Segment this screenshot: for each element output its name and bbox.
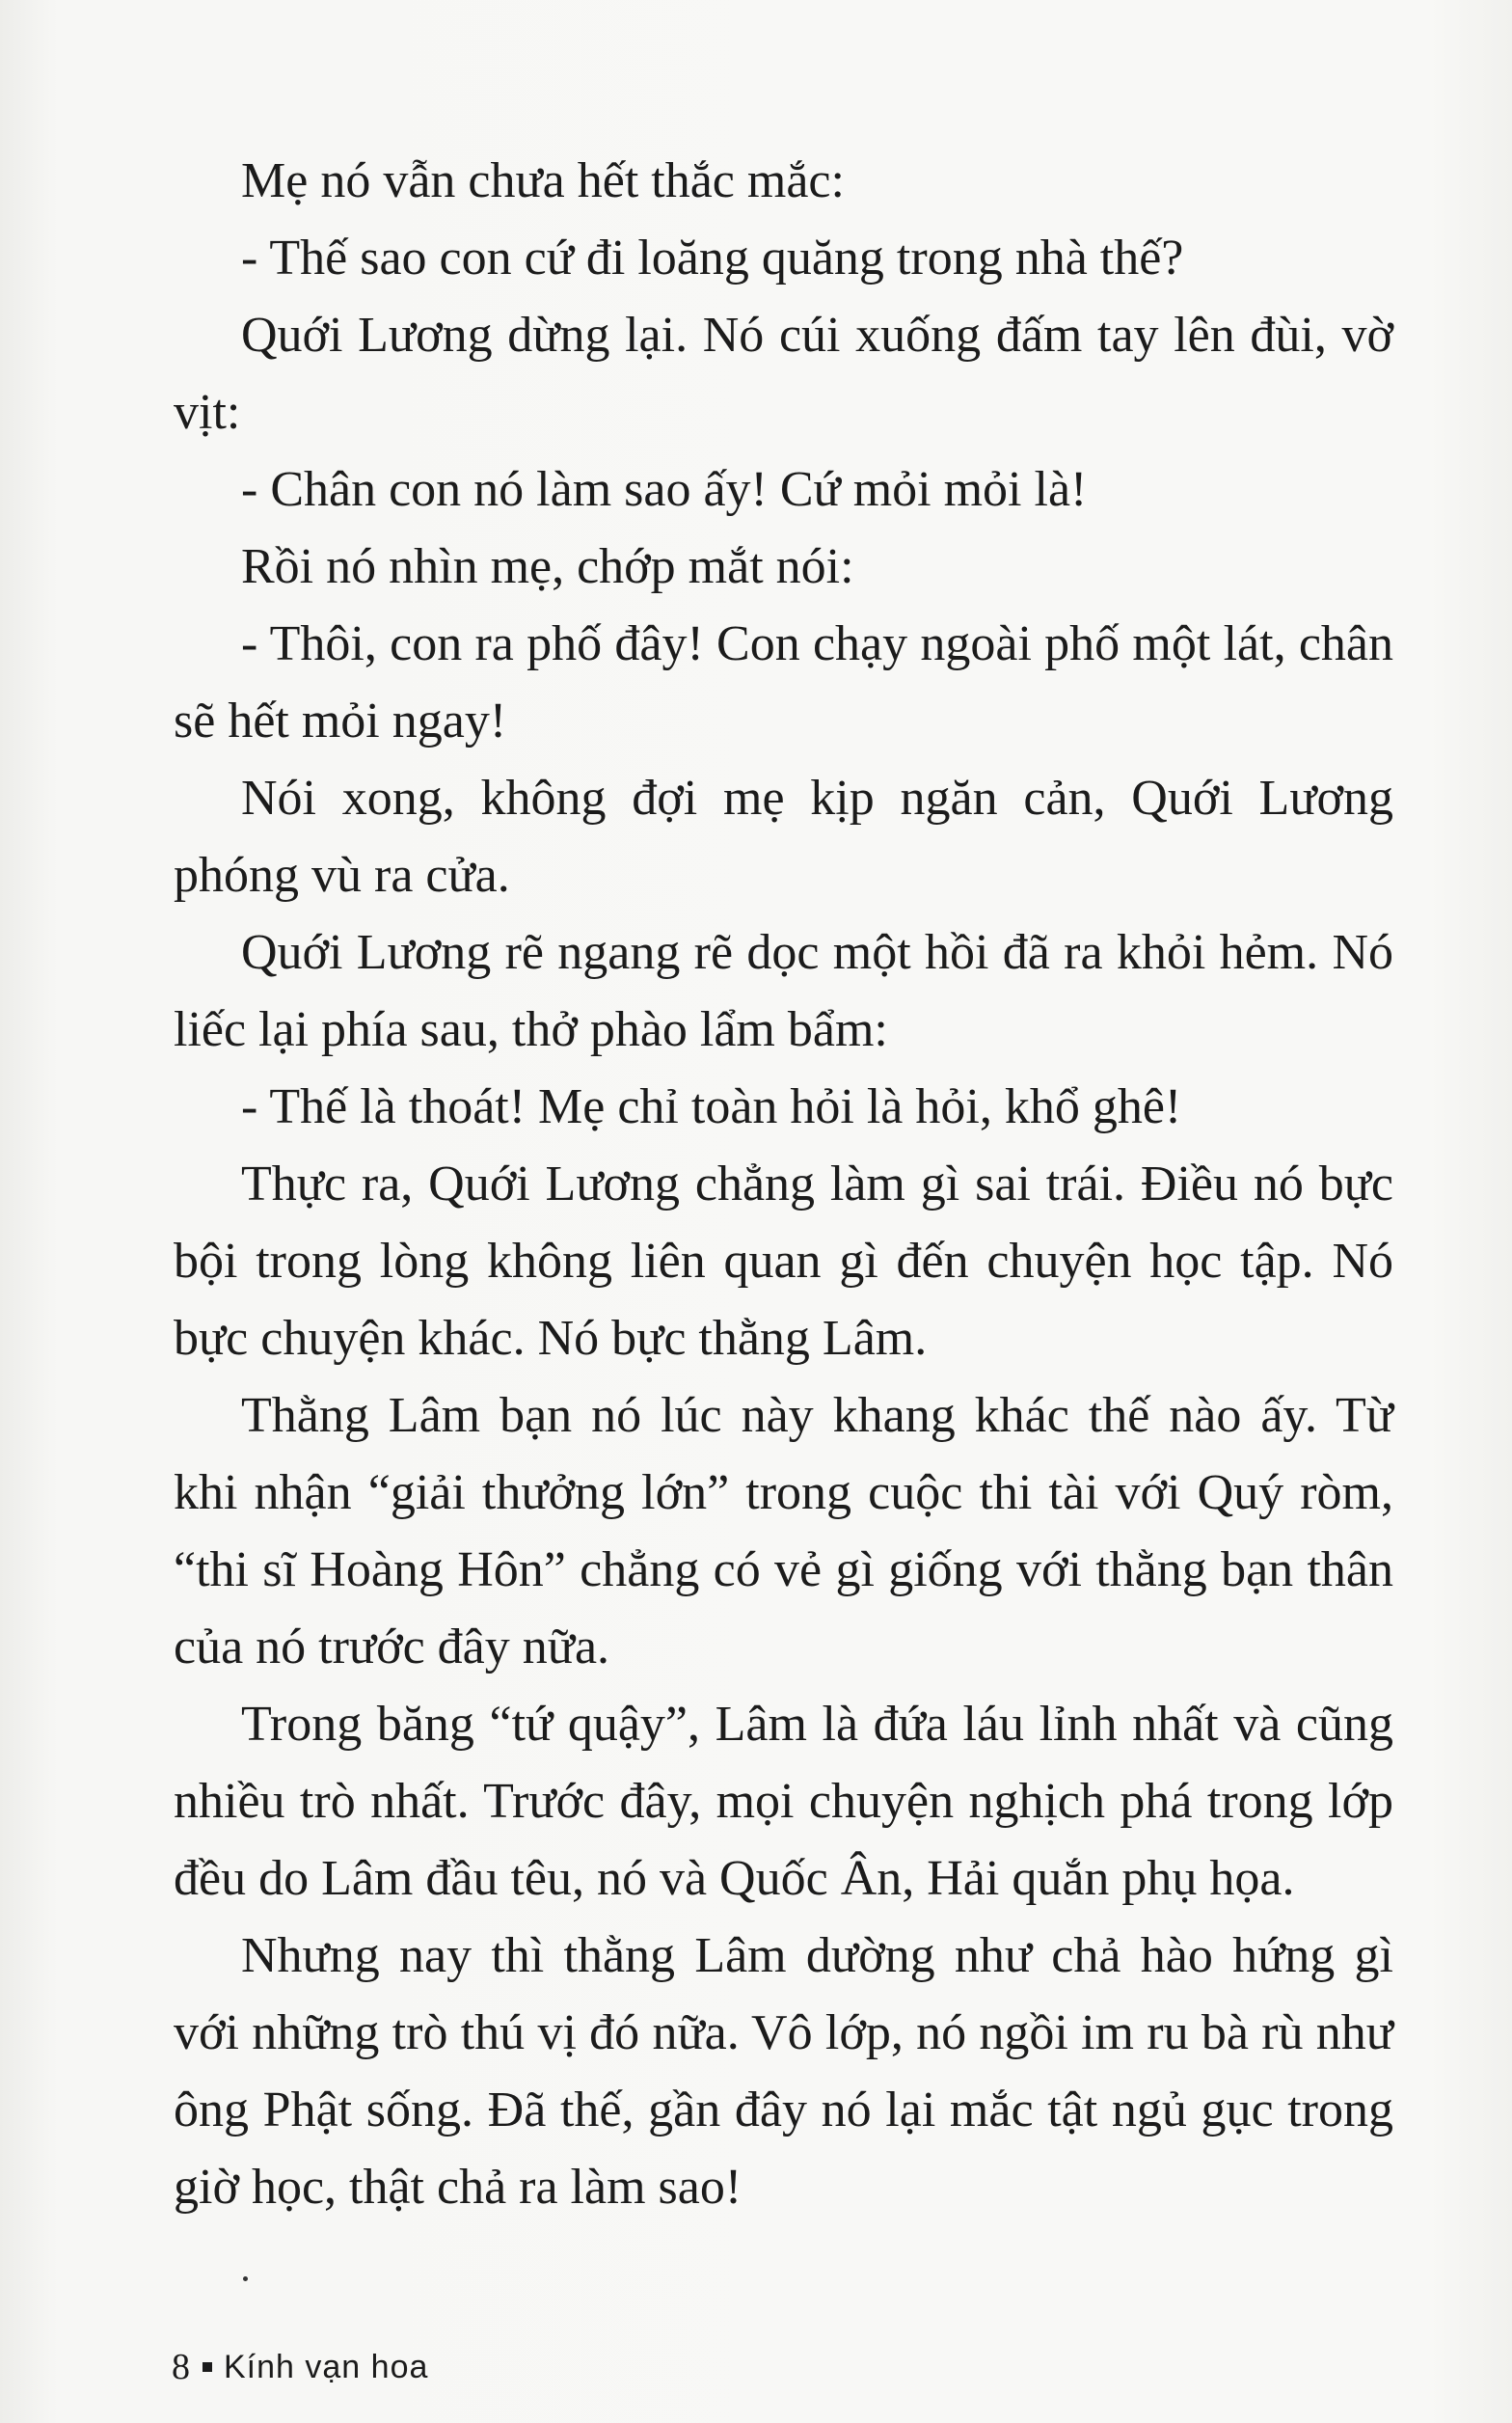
paragraph: - Thế là thoát! Mẹ chỉ toàn hỏi là hỏi, khổ ghê! xyxy=(241,1079,1182,1134)
square-bullet-icon xyxy=(202,2362,212,2372)
paragraph: - Thôi, con ra phố đây! Con chạy ngoài phố một lát, chân sẽ hết mỏi ngay! xyxy=(174,616,1393,749)
body-text xyxy=(174,143,1393,2226)
paragraph: Thực ra, Quới Lương chẳng làm gì sai trái. Điều nó bực bội trong lòng không liên quan gì đến chuyện học tập. Nó bực chuyện khác. Nó bực thằng Lâm. xyxy=(174,1157,1393,1366)
page-number: 8 xyxy=(172,2347,191,2387)
paragraph: - Thế sao con cứ đi loăng quăng trong nhà thế? xyxy=(241,231,1184,286)
book-title: Kính vạn hoa xyxy=(224,2348,429,2385)
paragraph: Nói xong, không đợi mẹ kịp ngăn cản, Quới Lương phóng vù ra cửa. xyxy=(174,771,1393,903)
paragraph: Nhưng nay thì thằng Lâm dường như chả hào hứng gì với những trò thú vị đó nữa. Vô lớp, nó ngồi im ru bà rù như ông Phật sống. Đã thế, gần đây nó lại mắc tật ngủ gục trong giờ học, thật chả ra làm sao! xyxy=(174,1928,1393,2215)
paragraph: Thằng Lâm bạn nó lúc này khang khác thế nào ấy. Từ khi nhận “giải thưởng lớn” trong cuộc thi tài với Quý ròm, “thi sĩ Hoàng Hôn” chẳng có vẻ gì giống với thằng bạn thân của nó trước đây nữa. xyxy=(174,1388,1393,1674)
paragraph: Quới Lương rẽ ngang rẽ dọc một hồi đã ra khỏi hẻm. Nó liếc lại phía sau, thở phào lẩm bẩm: xyxy=(174,925,1393,1057)
paragraph: Trong băng “tứ quậy”, Lâm là đứa láu lỉnh nhất và cũng nhiều trò nhất. Trước đây, mọi chuyện nghịch phá trong lớp đều do Lâm đầu têu, nó và Quốc Ân, Hải quắn phụ họa. xyxy=(174,1697,1393,1906)
stray-dot xyxy=(243,2276,248,2281)
paragraph: Mẹ nó vẫn chưa hết thắc mắc: xyxy=(241,153,845,208)
page-footer xyxy=(172,2346,428,2388)
paragraph: Rồi nó nhìn mẹ, chớp mắt nói: xyxy=(241,539,854,594)
paragraph: Quới Lương dừng lại. Nó cúi xuống đấm tay lên đùi, vờ vịt: xyxy=(174,308,1393,440)
paragraph: - Chân con nó làm sao ấy! Cứ mỏi mỏi là! xyxy=(241,462,1088,517)
